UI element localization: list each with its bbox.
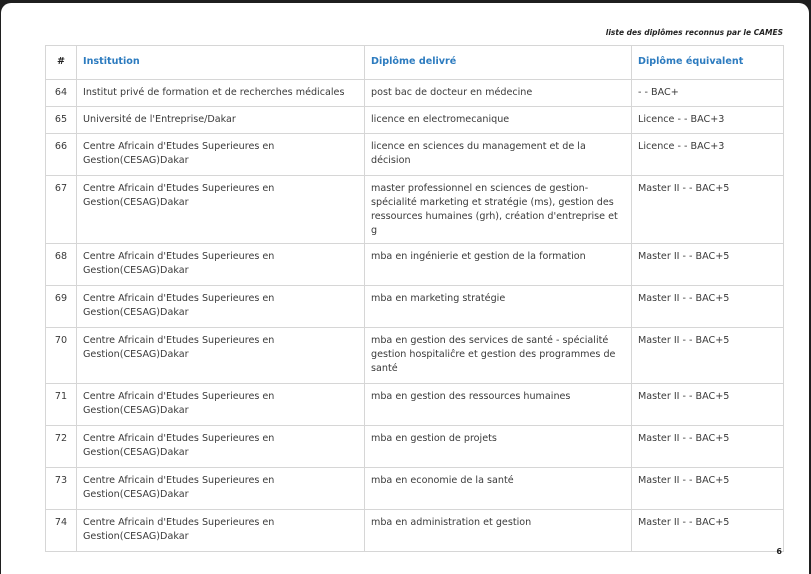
row-number: 69 [46, 286, 77, 328]
row-number: 64 [46, 80, 77, 107]
row-number: 70 [46, 328, 77, 384]
institution-cell: Centre Africain d'Etudes Superieures en Gestion(CESAG)Dakar [77, 286, 365, 328]
institution-cell: Centre Africain d'Etudes Superieures en Gestion(CESAG)Dakar [77, 384, 365, 426]
row-number: 72 [46, 426, 77, 468]
equivalent-cell: Licence - - BAC+3 [632, 107, 784, 134]
row-number: 66 [46, 134, 77, 176]
table-row [46, 328, 784, 384]
institution-cell: Centre Africain d'Etudes Superieures en Gestion(CESAG)Dakar [77, 134, 365, 176]
equivalent-cell: Master II - - BAC+5 [632, 384, 784, 426]
institution-cell: Centre Africain d'Etudes Superieures en Gestion(CESAG)Dakar [77, 176, 365, 244]
diplome-cell: mba en economie de la santé [365, 468, 632, 510]
table-row [46, 134, 784, 176]
equivalent-cell: Master II - - BAC+5 [632, 468, 784, 510]
document-page [1, 3, 809, 574]
diplome-cell: mba en gestion de projets [365, 426, 632, 468]
institution-cell: Centre Africain d'Etudes Superieures en Gestion(CESAG)Dakar [77, 468, 365, 510]
equivalent-cell: Master II - - BAC+5 [632, 286, 784, 328]
equivalent-cell: Master II - - BAC+5 [632, 176, 784, 244]
diplome-cell: mba en marketing stratégie [365, 286, 632, 328]
row-number: 71 [46, 384, 77, 426]
diplome-cell: licence en sciences du management et de la décision [365, 134, 632, 176]
institution-cell: Centre Africain d'Etudes Superieures en Gestion(CESAG)Dakar [77, 244, 365, 286]
row-number: 74 [46, 510, 77, 552]
diplome-cell: mba en ingénierie et gestion de la formation [365, 244, 632, 286]
row-number: 65 [46, 107, 77, 134]
diploma-table [45, 45, 784, 552]
equivalent-cell: Master II - - BAC+5 [632, 328, 784, 384]
table-row [46, 468, 784, 510]
document-header: liste des diplômes reconnus par le CAMES [605, 28, 783, 37]
table-row [46, 384, 784, 426]
diplome-cell: post bac de docteur en médecine [365, 80, 632, 107]
equivalent-cell: Master II - - BAC+5 [632, 244, 784, 286]
table-header-row [46, 46, 784, 80]
institution-cell: Institut privé de formation et de recherches médicales [77, 80, 365, 107]
equivalent-cell: Licence - - BAC+3 [632, 134, 784, 176]
diplome-cell: mba en gestion des services de santé - spécialité gestion hospitaliĉre et gestion des programmes de santé [365, 328, 632, 384]
column-header-equivalent: Diplôme équivalent [632, 46, 784, 80]
column-header-number: # [46, 46, 77, 80]
institution-cell: Centre Africain d'Etudes Superieures en Gestion(CESAG)Dakar [77, 328, 365, 384]
table-row [46, 80, 784, 107]
table-row [46, 244, 784, 286]
column-header-institution: Institution [77, 46, 365, 80]
table-row [46, 286, 784, 328]
diplome-cell: mba en gestion des ressources humaines [365, 384, 632, 426]
institution-cell: Centre Africain d'Etudes Superieures en Gestion(CESAG)Dakar [77, 510, 365, 552]
row-number: 68 [46, 244, 77, 286]
institution-cell: Université de l'Entreprise/Dakar [77, 107, 365, 134]
equivalent-cell: Master II - - BAC+5 [632, 426, 784, 468]
row-number: 73 [46, 468, 77, 510]
institution-cell: Centre Africain d'Etudes Superieures en Gestion(CESAG)Dakar [77, 426, 365, 468]
diplome-cell: mba en administration et gestion [365, 510, 632, 552]
row-number: 67 [46, 176, 77, 244]
equivalent-cell: - - BAC+ [632, 80, 784, 107]
diplome-cell: master professionnel en sciences de gestion-spécialité marketing et stratégie (ms), gestion des ressources humaines (grh), création d'entreprise et g [365, 176, 632, 244]
page-number: 6 [776, 547, 782, 556]
table-row [46, 510, 784, 552]
table-row [46, 176, 784, 244]
column-header-diplome: Diplôme delivré [365, 46, 632, 80]
table-row [46, 107, 784, 134]
equivalent-cell: Master II - - BAC+5 [632, 510, 784, 552]
table-row [46, 426, 784, 468]
diplome-cell: licence en electromecanique [365, 107, 632, 134]
